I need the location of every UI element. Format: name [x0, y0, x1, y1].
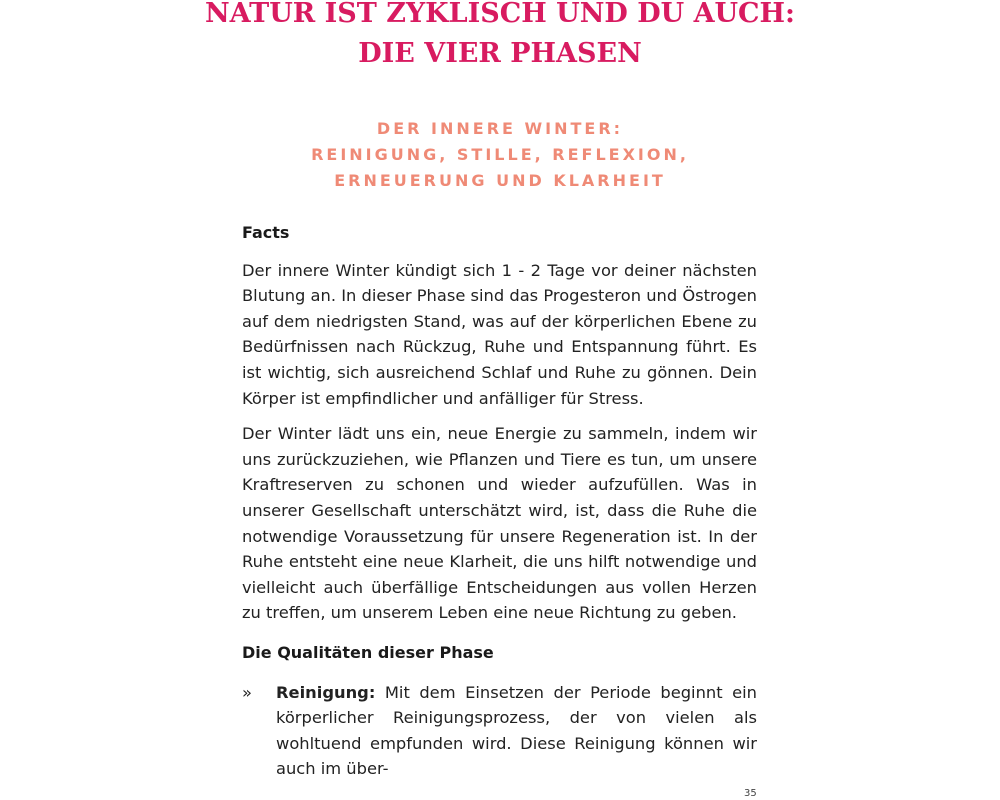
body-content [242, 220, 757, 782]
section-subtitle-line-1: DER INNERE WINTER: [376, 119, 624, 138]
facts-paragraph-2: Der Winter lädt uns ein, neue Energie zu sammeln, indem wir uns zurückzuziehen, wie Pflanzen und Tiere es tun, um unsere Kraftreserven zu schonen und wieder aufzufüllen. Was in unserer Gesellschaft unterschätzt wird, ist, dass die Ruhe die notwendige Voraussetzung für unsere Regeneration ist. In der Ruhe entsteht eine neue Klarheit, die uns hilft notwendige und vielleicht auch überfällige Entscheidungen aus vollen Herzen zu treffen, um unserem Leben eine neue Richtung zu geben. [242, 424, 757, 623]
qualities-list [242, 680, 757, 782]
list-item [242, 680, 757, 782]
facts-heading: Facts [242, 223, 290, 242]
page-number: 35 [744, 788, 757, 799]
facts-paragraph-1: Der innere Winter kündigt sich 1 - 2 Tage vor deiner nächsten Blutung an. In dieser Phase sind das Progesteron und Östrogen auf dem niedrigsten Stand, was auf der körperlichen Ebene zu Bedürfnissen nach Rückzug, Ruhe und Entspannung führt. Es ist wichtig, sich ausreichend Schlaf und Ruhe zu gönnen. Dein Körper ist empfindlicher und anfälliger für Stress. [242, 260, 757, 408]
bullet-marker: » [242, 682, 252, 702]
list-item-term: Reinigung: [276, 682, 376, 702]
qualities-heading: Die Qualitäten dieser Phase [242, 642, 494, 662]
section-subtitle-line-3: ERNEUERUNG UND KLARHEIT [334, 171, 666, 190]
section-subtitle-line-2: REINIGUNG, STILLE, REFLEXION, [311, 145, 689, 164]
chapter-title-line-2: DIE VIER PHASEN [358, 38, 642, 69]
list-item-text: Mit dem Einsetzen der Periode beginnt ein körperlicher Reinigungsprozess, der von vielen als wohltuend empfunden wird. Diese Reinigung können wir auch im über- [276, 682, 757, 779]
chapter-title-line-1: NATUR IST ZYKLISCH UND DU AUCH: [204, 0, 796, 29]
section-subtitle [0, 116, 1000, 194]
chapter-title [0, 0, 1000, 74]
